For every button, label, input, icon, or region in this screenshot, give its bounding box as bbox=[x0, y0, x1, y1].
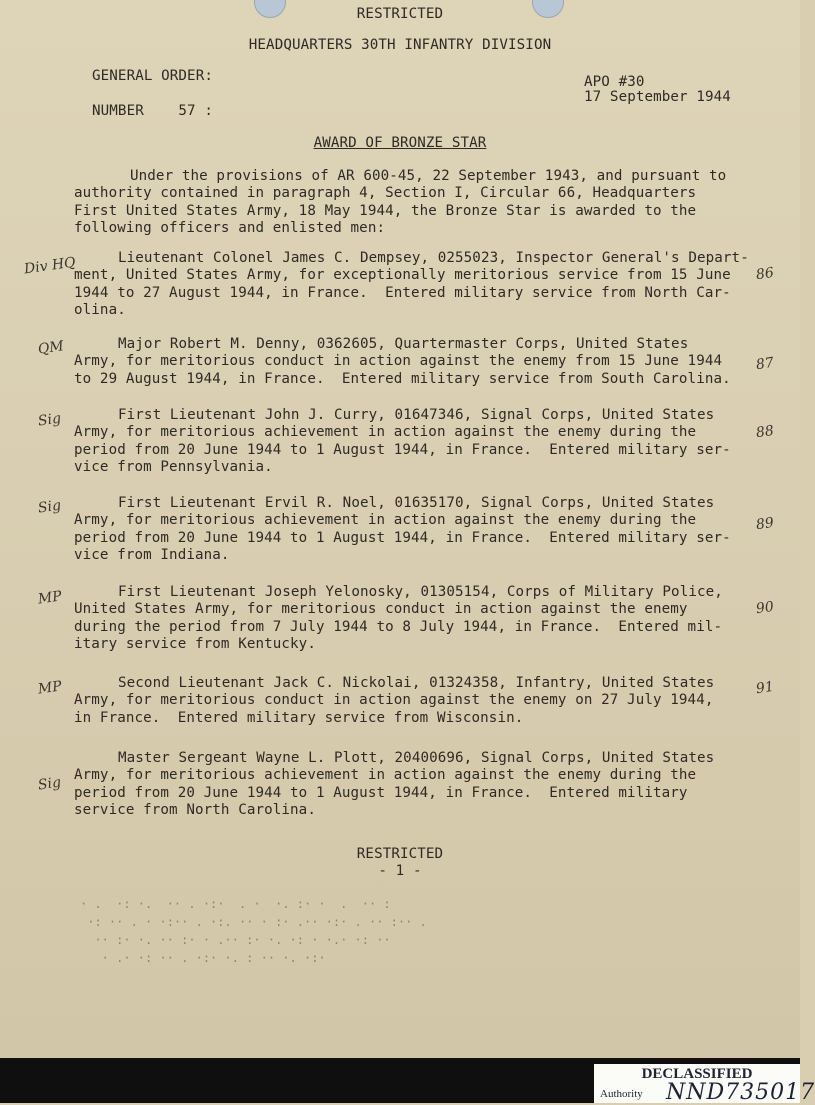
award-number: 91 bbox=[754, 678, 775, 698]
award-line: olina. bbox=[74, 302, 126, 319]
apo-number: APO #30 bbox=[584, 74, 645, 90]
margin-note: Div HQ bbox=[23, 254, 77, 278]
margin-note: MP bbox=[37, 678, 63, 698]
margin-note: QM bbox=[37, 338, 65, 358]
award-number: 87 bbox=[754, 354, 775, 374]
award-line: during the period from 7 July 1944 to 8 July 1944, in France. Entered mil- bbox=[74, 618, 723, 635]
page-number: - 1 - bbox=[378, 863, 422, 879]
award-line: First Lieutenant Ervil R. Noel, 01635170, Signal Corps, United States bbox=[118, 495, 715, 511]
award-line: 1944 to 27 August 1944, in France. Entered military service from North Car- bbox=[74, 284, 731, 301]
intro-line: First United States Army, 18 May 1944, the Bronze Star is awarded to the bbox=[74, 202, 697, 219]
stamp-authority-label: Authority bbox=[600, 1088, 643, 1100]
order-number: NUMBER 57 : bbox=[92, 103, 213, 119]
declassified-stamp bbox=[594, 1064, 815, 1105]
award-line: First Lieutenant Joseph Yelonosky, 01305154, Corps of Military Police, bbox=[118, 584, 723, 600]
award-line: First Lieutenant John J. Curry, 01647346, Signal Corps, United States bbox=[118, 407, 715, 423]
award-line: Lieutenant Colonel James C. Dempsey, 0255023, Inspector General's Depart- bbox=[118, 250, 749, 266]
award-number: 90 bbox=[754, 598, 775, 618]
award-line: Master Sergeant Wayne L. Plott, 20400696, Signal Corps, United States bbox=[118, 750, 715, 766]
award-line: United States Army, for meritorious conduct in action against the enemy bbox=[74, 601, 688, 618]
margin-note: Sig bbox=[36, 774, 63, 794]
intro-line: Under the provisions of AR 600-45, 22 September 1943, and pursuant to bbox=[130, 168, 727, 184]
award-line: to 29 August 1944, in France. Entered military service from South Carolina. bbox=[74, 370, 731, 387]
award-line: Army, for meritorious achievement in action against the enemy during the bbox=[74, 424, 697, 441]
margin-note: MP bbox=[37, 588, 63, 608]
award-number: 88 bbox=[754, 422, 775, 442]
margin-note: Sig bbox=[36, 410, 63, 430]
award-line: period from 20 June 1944 to 1 August 1944, in France. Entered military ser- bbox=[74, 441, 731, 458]
award-line: vice from Indiana. bbox=[74, 547, 230, 564]
award-line: period from 20 June 1944 to 1 August 1944, in France. Entered military bbox=[74, 784, 688, 801]
stamp-authority-number: NND735017 bbox=[666, 1080, 815, 1105]
bleed-through-text: · . ·: ·. ·· . ·:· . · ·. :· · . ·· : ·: ·· . · ·:·· . ·:. ·· · :· .·· ·:· . ·· :·· . ·· :· ·. ·· :· · .·· :· ·. ·: · ·.· ·: ·· · .· ·: ·· . ·:· ·. : ·· ·. ·:· bbox=[80, 897, 427, 965]
restricted-footer: RESTRICTED bbox=[356, 846, 444, 862]
intro-line: authority contained in paragraph 4, Section I, Circular 66, Headquarters bbox=[74, 185, 697, 202]
order-date: 17 September 1944 bbox=[584, 89, 731, 105]
award-line: Army, for meritorious achievement in action against the enemy during the bbox=[74, 767, 697, 784]
award-number: 86 bbox=[754, 264, 775, 284]
award-line: service from North Carolina. bbox=[74, 802, 316, 819]
award-line: Second Lieutenant Jack C. Nickolai, 01324358, Infantry, United States bbox=[118, 675, 715, 691]
general-order-label: GENERAL ORDER: bbox=[92, 68, 213, 84]
award-line: in France. Entered military service from Wisconsin. bbox=[74, 709, 524, 726]
hq-heading: HEADQUARTERS 30TH INFANTRY DIVISION bbox=[248, 37, 552, 53]
award-line: vice from Pennsylvania. bbox=[74, 459, 273, 476]
restricted-header: RESTRICTED bbox=[356, 6, 444, 22]
document-title: AWARD OF BRONZE STAR bbox=[313, 135, 487, 151]
award-line: Army, for meritorious conduct in action against the enemy from 15 June 1944 bbox=[74, 353, 723, 370]
intro-line: following officers and enlisted men: bbox=[74, 220, 386, 237]
award-number: 89 bbox=[754, 514, 775, 534]
award-line: Army, for meritorious conduct in action against the enemy on 27 July 1944, bbox=[74, 692, 714, 709]
award-line: period from 20 June 1944 to 1 August 1944, in France. Entered military ser- bbox=[74, 529, 731, 546]
stamp-title: DECLASSIFIED bbox=[641, 1066, 753, 1082]
award-line: Army, for meritorious achievement in action against the enemy during the bbox=[74, 512, 697, 529]
margin-note: Sig bbox=[36, 497, 63, 517]
award-line: ment, United States Army, for exceptionally meritorious service from 15 June bbox=[74, 267, 731, 284]
award-line: itary service from Kentucky. bbox=[74, 636, 316, 653]
award-line: Major Robert M. Denny, 0362605, Quartermaster Corps, United States bbox=[118, 336, 689, 352]
